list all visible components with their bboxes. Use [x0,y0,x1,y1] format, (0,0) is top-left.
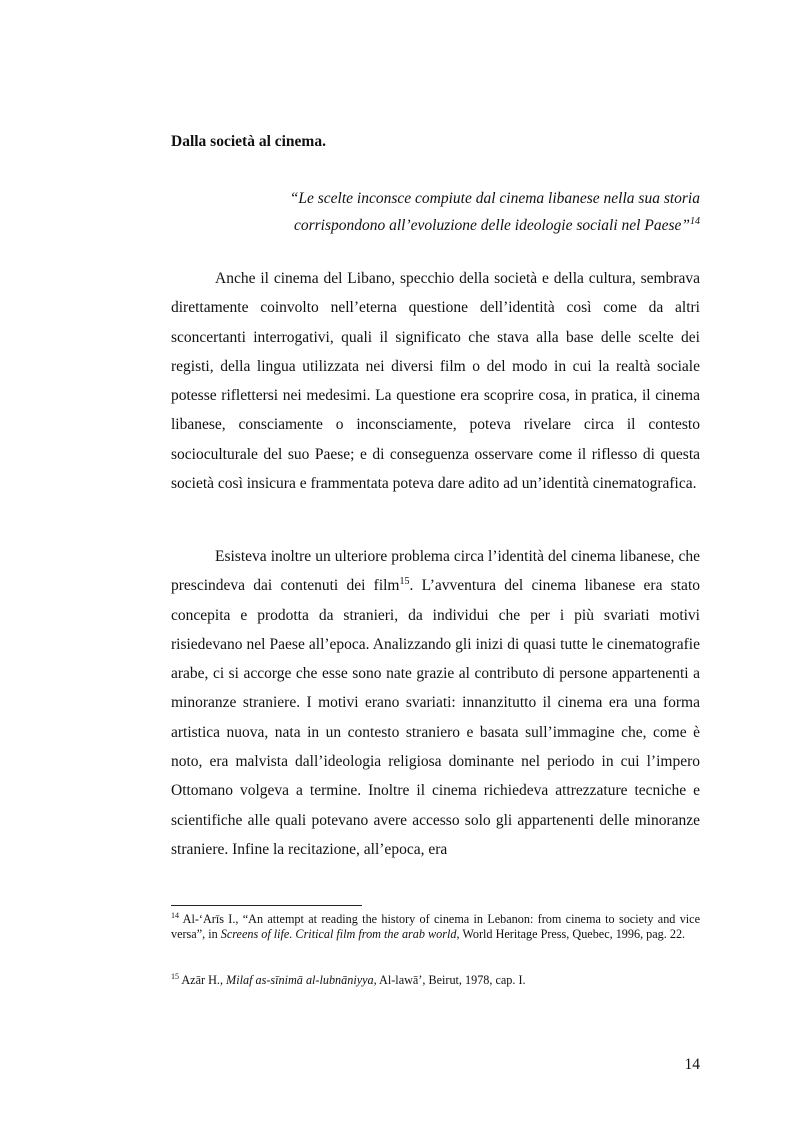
paragraph-2-text-a: Esisteva inoltre un ulteriore problema circa l’identità del cinema libanese, che prescindeva dai contenuti dei film [171,548,700,595]
footnote-text: , World Heritage Press, Quebec, 1996, pag. 22. [456,926,686,941]
footnote-text: , Al-lawā’, Beirut, 1978, cap. I. [373,973,526,987]
footnote-separator [171,905,362,906]
epigraph-quote [270,185,700,239]
footnote-15 [171,973,700,988]
footnote-text: Al-‘Arīs I., “An attempt at reading the history of cinema in Lebanon: from cinema to society and vice versa”, in [171,912,701,941]
epigraph-line-1: “Le scelte inconsce compiute dal cinema libanese nella sua storia [289,190,700,207]
footnote-number: 14 [171,910,179,920]
footnote-14 [171,912,700,942]
body-paragraph-1: Anche il cinema del Libano, specchio della società e della cultura, sembrava direttamente coinvolto nell’eterna questione dell’identità così come da altri sconcertanti interrogativi, quali il significato che stava alla base delle scelte dei registi, della lingua utilizzata nei diversi film o del modo in cui la realtà sociale potesse riflettersi nei medesimi. La questione era scoprire cosa, in pratica, il cinema libanese, consciamente o inconsciamente, poteva rivelare circa il contesto socioculturale del suo Paese; e di conseguenza osservare come il riflesso di questa società così insicura e frammentata poteva dare adito ad un’identità cinematografica. [171,270,700,493]
footnote-text: Azār H., [181,973,227,987]
body-paragraph-2 [171,542,700,864]
footnote-title: Milaf as-sīnimā al-lubnāniyya [226,973,374,987]
epigraph-line-2: corrispondono all’evoluzione delle ideologie sociali nel Paese” [293,217,690,234]
footnote-title: Screens of life. Critical film from the arab world [220,926,457,941]
footnote-ref-15[interactable]: 15 [399,576,410,588]
paragraph-2-text-b: . L’avventura del cinema libanese era stato concepita e prodotta da stranieri, da individui che per i più svariati motivi risiedevano nel Paese all’epoca. Analizzando gli inizi di quasi tutte le cinematografie arabe, ci si accorge che esse sono nate grazie al contributo di persone appartenenti a minoranze straniere. I motivi erano svariati: innanzitutto il cinema era una forma artistica nuova, nata in un contesto straniero e basata sull’immagine che, come è noto, era malvista dall’ideologia religiosa dominante nel periodo in cui l’impero Ottomano volgeva a termine. Inoltre il cinema richiedeva attrezzature tecniche e scientifiche alle quali potevano avere accesso solo gli appartenenti delle minoranze straniere. Infine la recitazione, all’epoca, era [171,577,700,858]
section-heading: Dalla società al cinema. [171,133,326,150]
page-number: 14 [684,1056,700,1073]
footnote-number: 15 [171,971,179,981]
footnote-ref-14[interactable]: 14 [690,215,700,227]
